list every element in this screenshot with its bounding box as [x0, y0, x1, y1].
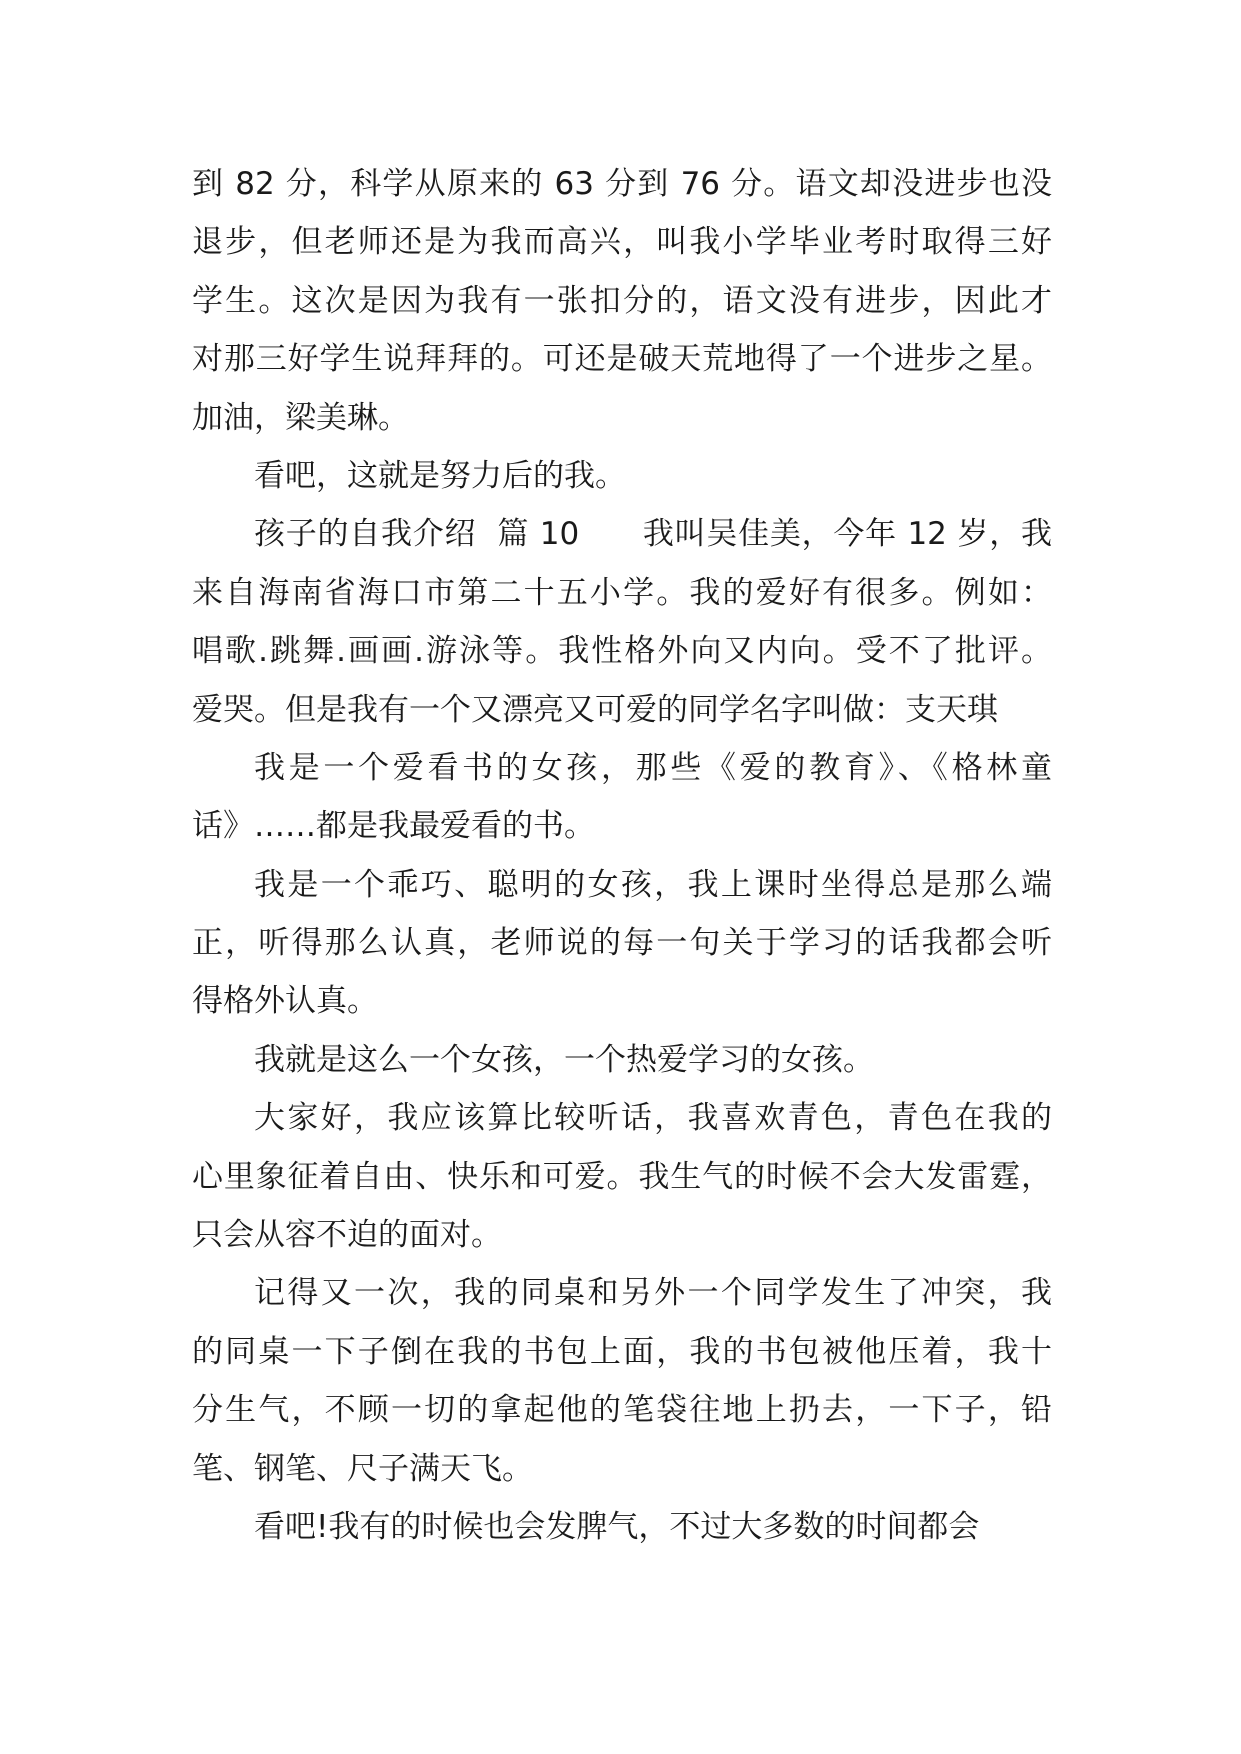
- text-line: 笔、钢笔、尺子满天飞。: [192, 1450, 533, 1487]
- text-line: 来自海南省海口市第二十五小学。我的爱好有很多。例如：: [192, 574, 1052, 611]
- paragraph: [192, 447, 1052, 505]
- text-line: 学生。这次是因为我有一张扣分的，语文没有进步，因此才: [192, 282, 1052, 319]
- text-line: 正，听得那么认真，老师说的每一句关于学习的话我都会听: [192, 925, 1052, 962]
- paragraph: [192, 155, 1052, 447]
- paragraph: [192, 739, 1052, 856]
- text-line: 只会从容不迫的面对。: [192, 1217, 502, 1254]
- text-line: 我是一个乖巧、聪明的女孩，我上课时坐得总是那么端: [254, 866, 1052, 903]
- text-line: 看吧，这就是努力后的我。: [254, 457, 626, 494]
- text-line: 爱哭。但是我有一个又漂亮又可爱的同学名字叫做：支天琪: [192, 691, 998, 728]
- paragraph: [192, 1498, 1052, 1556]
- text-line: 退步，但老师还是为我而高兴，叫我小学毕业考时取得三好: [192, 224, 1052, 261]
- paragraph: [192, 1264, 1052, 1498]
- text-line: 加油，梁美琳。: [192, 399, 409, 436]
- text-line: 心里象征着自由、快乐和可爱。我生气的时候不会大发雷霆，: [192, 1158, 1052, 1195]
- paragraph: [192, 1089, 1052, 1264]
- text-line: 到 82 分，科学从原来的 63 分到 76 分。语文却没进步也没: [192, 166, 1052, 202]
- text-line: 唱歌.跳舞.画画.游泳等。我性格外向又内向。受不了批评。: [192, 633, 1052, 670]
- text-line: 得格外认真。: [192, 983, 378, 1020]
- text-line: 大家好，我应该算比较听话，我喜欢青色，青色在我的: [254, 1100, 1052, 1137]
- paragraph: [192, 856, 1052, 1031]
- text-line: 我就是这么一个女孩，一个热爱学习的女孩。: [254, 1041, 874, 1078]
- text-line: 分生气，不顾一切的拿起他的笔袋往地上扔去，一下子，铅: [192, 1392, 1052, 1429]
- text-line: 看吧!我有的时候也会发脾气，不过大多数的时间都会: [254, 1508, 980, 1545]
- paragraph: [192, 1031, 1052, 1089]
- paragraph: [192, 505, 1052, 739]
- text-line: 我是一个爱看书的女孩，那些《爱的教育》、《格林童: [254, 749, 1052, 786]
- text-line: 孩子的自我介绍 篇 10 我叫吴佳美，今年 12 岁，我: [254, 516, 1052, 553]
- document-body: [192, 155, 1052, 1556]
- text-line: 的同桌一下子倒在我的书包上面，我的书包被他压着，我十: [192, 1333, 1052, 1370]
- text-line: 话》……都是我最爱看的书。: [192, 808, 595, 845]
- text-line: 记得又一次，我的同桌和另外一个同学发生了冲突，我: [254, 1275, 1052, 1312]
- text-line: 对那三好学生说拜拜的。可还是破天荒地得了一个进步之星。: [192, 341, 1052, 378]
